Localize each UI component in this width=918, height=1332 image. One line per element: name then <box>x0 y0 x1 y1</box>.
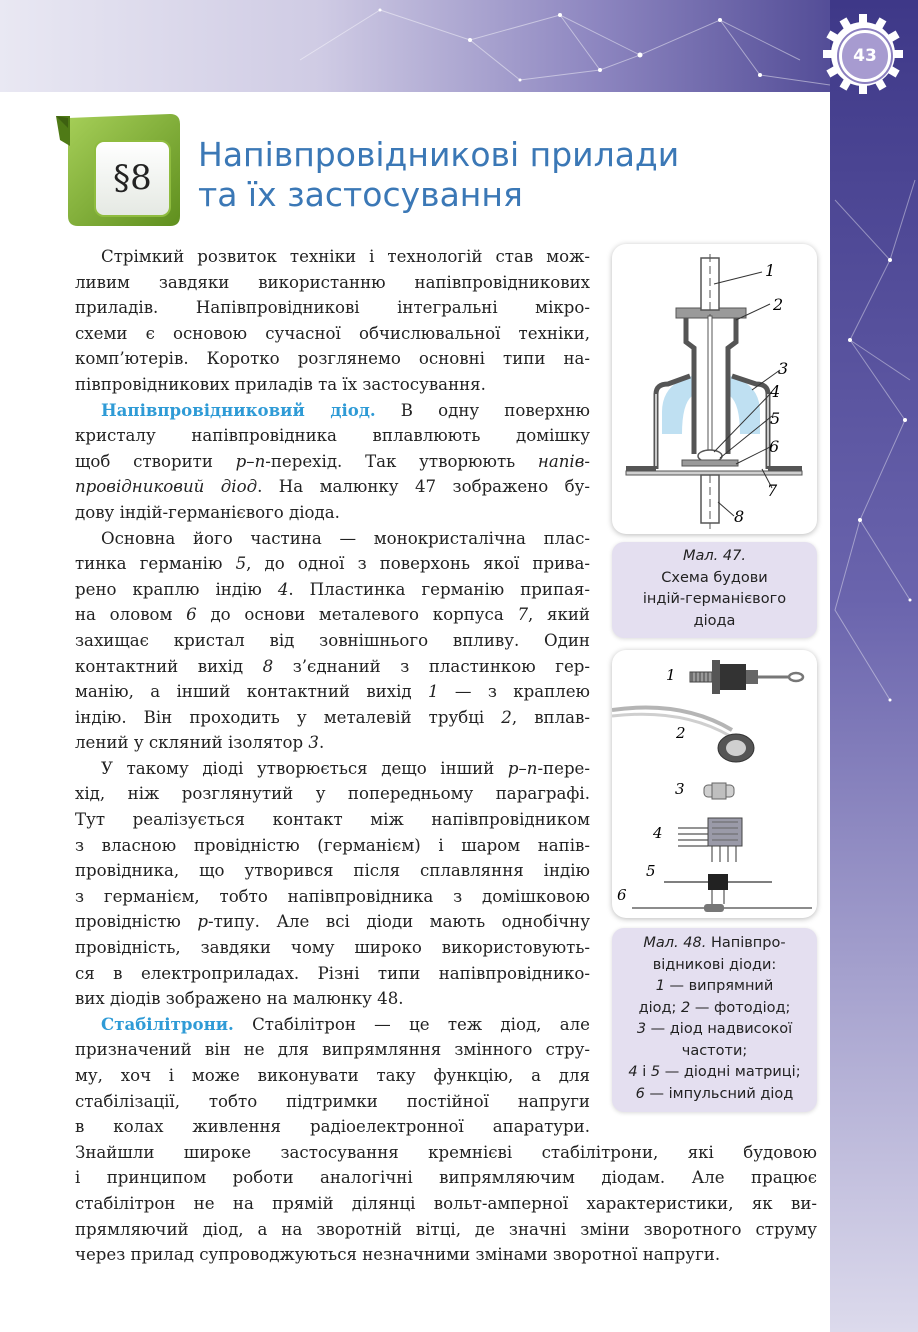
text-line: провідника, що утворився після сплавляння індію <box>75 861 590 881</box>
caption-line: 6 — імпульсний діод <box>635 1085 794 1102</box>
term-diode: Напівпровідниковий діод. <box>101 399 376 420</box>
text-line: дову індій-германієвого діода. <box>75 502 340 522</box>
text-line: лений у скляний ізолятор 3. <box>75 733 325 753</box>
figure-48 <box>612 650 817 918</box>
text-line: провідністю p-типу. Але всі діоди мають однобічну <box>75 912 590 932</box>
text-line: му, хоч і може виконувати таку функцію, а для <box>75 1066 590 1085</box>
microwave-diode-image <box>704 783 734 799</box>
section-number: §8 <box>94 140 171 217</box>
fig47-label-6: 6 <box>769 437 780 456</box>
text-line: манію, а інший контактний вихід 1 — з краплею <box>75 682 590 702</box>
rectifier-diode-image <box>690 660 803 694</box>
page-title <box>198 135 818 215</box>
text-line: і принципом роботи аналогічні випрямляючим діодам. Але працює <box>75 1168 817 1188</box>
caption-line: індій-германієвого <box>642 591 787 607</box>
text-line: Стрімкий розвиток техніки і технологій став мож- <box>101 247 590 266</box>
text-line: схеми є основою сучасної обчислювальної техніки, <box>75 323 590 343</box>
text-line: Напівпровідниковий діод. В одну поверхню <box>101 399 590 420</box>
pulse-diode-image <box>632 904 812 912</box>
text-line: через прилад супроводжуються незначними змінами зворотної напруги. <box>75 1245 721 1265</box>
text-line: Тут реалізується контакт між напівпровідником <box>75 810 590 830</box>
caption-line: діода <box>693 612 736 629</box>
header-banner <box>0 0 918 92</box>
side-decoration <box>830 0 918 1332</box>
text-line: ся в електроприладах. Різні типи напівпровіднико- <box>75 963 590 983</box>
text-line: з германієм, тобто напівпровідника з домішковою <box>75 886 590 906</box>
text-line: комп’ютерів. Коротко розглянемо основні типи на- <box>75 349 590 369</box>
text-line: стабілітрон не на прямій ділянці вольт-амперної характеристики, як ви- <box>75 1193 817 1213</box>
fig48-label-2: 2 <box>676 724 686 742</box>
figure-47-caption <box>612 542 817 638</box>
caption-line: 4 і 5 — діодні матриці; <box>628 1064 801 1080</box>
fig48-label-3: 3 <box>675 780 685 798</box>
figure-47 <box>612 244 817 534</box>
caption-line: Мал. 48. Напівпро- <box>643 935 786 951</box>
text-line: прямляючий діод, а на зворотній вітці, де значні зміни зворотного струму <box>75 1219 817 1239</box>
caption-label: Мал. 47. <box>683 548 746 564</box>
title-line: Напівпровідникові прилади <box>198 135 680 174</box>
fig47-label-7: 7 <box>767 481 778 500</box>
text-line: з власною провідністю (германієм) і шаром напів- <box>75 835 590 855</box>
text-line: захищає кристал від зовнішнього впливу. Один <box>75 630 590 650</box>
page-number: 43 <box>839 30 891 82</box>
diode-photos <box>612 650 817 918</box>
text-line: призначений він не для випрямляння змінного стру- <box>75 1040 590 1060</box>
text-line: провідниковий діод. На малюнку 47 зображено бу- <box>75 477 591 497</box>
title-line: та їх застосування <box>198 175 523 214</box>
fig47-label-4: 4 <box>770 382 781 401</box>
caption-line: відникові діоди: <box>652 956 777 973</box>
text-line: ливим завдяки використанню напівпровідникових <box>75 272 590 292</box>
caption-line: Схема будови <box>661 569 768 586</box>
text-line: тинка германію 5, до одної з поверхонь якої прива- <box>75 554 590 574</box>
caption-line: діод; 2 — фотодіод; <box>638 999 791 1016</box>
fig47-label-3: 3 <box>778 359 789 378</box>
text-line: приладів. Напівпровідникові інтегральні мікро- <box>75 298 590 318</box>
caption-line: частоти; <box>681 1042 748 1059</box>
text-line: кристалу напівпровідника вплавлюють домішку <box>75 426 590 446</box>
text-line: індію. Він проходить у металевій трубці 2, вплав- <box>75 707 590 727</box>
caption-line: 1 — випрямний <box>655 978 774 994</box>
diode-matrix-black-image <box>664 874 772 904</box>
text-line: рено краплю індію 4. Пластинка германію припая- <box>75 579 590 599</box>
text-line: контактний вихід 8 з’єднаний з пластинкою гер- <box>75 656 591 676</box>
text-line: провідність, завдяки чому широко використовують- <box>75 938 590 958</box>
text-line: щоб створити p–n-перехід. Так утворюють напів- <box>75 451 591 471</box>
fig47-label-1: 1 <box>765 261 776 280</box>
fig48-label-1: 1 <box>666 666 676 684</box>
text-line: Знайшли широке застосування кремнієві стабілітрони, які будовою <box>75 1142 817 1162</box>
text-line: стабілізації, тобто підтримки постійної напруги <box>75 1091 590 1111</box>
text-line: в колах живлення радіоелектронної апаратури. <box>75 1117 590 1137</box>
fig47-label-5: 5 <box>770 409 781 428</box>
text-line: Стабілітрони. Стабілітрон — це теж діод, але <box>101 1013 590 1034</box>
fig48-label-4: 4 <box>653 824 663 842</box>
text-line: на оловом 6 до основи металевого корпуса 7, який <box>75 605 590 625</box>
caption-line: 3 — діод надвисокої <box>636 1021 793 1037</box>
text-line: півпровідникових приладів та їх застосування. <box>75 374 486 394</box>
term-zener: Стабілітрони. <box>101 1013 234 1034</box>
fig47-label-2: 2 <box>773 295 784 314</box>
fig48-label-6: 6 <box>617 886 627 904</box>
text-line: хід, ніж розглянутий у попередньому параграфі. <box>75 784 590 804</box>
fig48-label-5: 5 <box>646 862 656 880</box>
diode-matrix-image <box>678 818 742 862</box>
figure-48-caption <box>612 928 817 1112</box>
text-line: У такому діоді утворюється дещо інший p–n-пере- <box>101 758 590 778</box>
text-line: Основна його частина — монокристалічна плас- <box>101 528 590 548</box>
fig47-label-8: 8 <box>734 507 745 526</box>
diode-schematic <box>612 244 817 534</box>
text-line: вих діодів зображено на малюнку 48. <box>75 989 404 1009</box>
